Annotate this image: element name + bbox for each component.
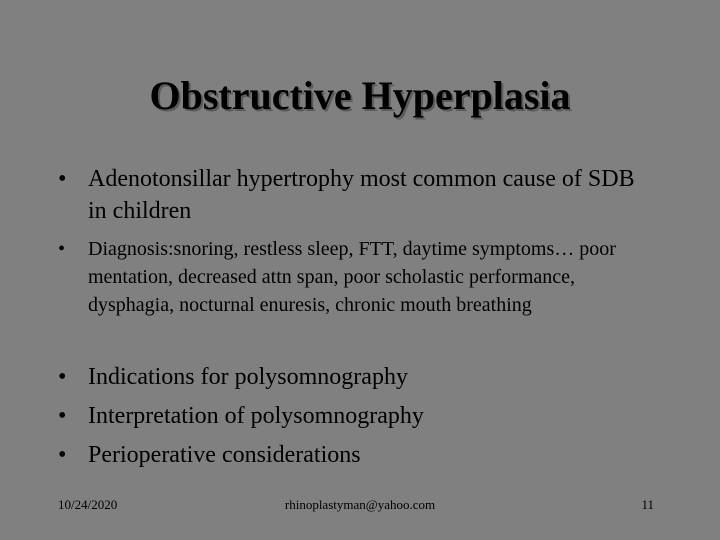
bullet-item	[58, 397, 658, 436]
bullet-dot-icon: •	[58, 364, 67, 390]
footer-date: 10/24/2020	[58, 497, 118, 512]
bullet-text: Interpretation of polysomnography	[88, 403, 424, 429]
bullet-list-diagnosis	[58, 235, 658, 319]
bullet-dot-icon: •	[58, 166, 67, 192]
bullet-list-main	[58, 163, 658, 227]
slide-title: Obstructive Hyperplasia	[149, 73, 571, 118]
bullet-text: Diagnosis:snoring, restless sleep, FTT, daytime symptoms… poor mentation, decreased attn span, poor scholastic performance, dysphagia, nocturnal enuresis, chronic mouth breathing	[88, 238, 616, 316]
bullet-item	[58, 358, 658, 397]
bullet-dot-icon: •	[58, 442, 67, 468]
bullet-list-topics	[58, 358, 658, 475]
bullet-dot-icon: •	[58, 238, 66, 260]
footer-email: rhinoplastyman@yahoo.com	[284, 497, 436, 512]
footer-page-number: 11	[641, 497, 654, 512]
bullet-item	[58, 163, 658, 227]
bullet-text: Perioperative considerations	[88, 442, 361, 468]
bullet-item	[58, 235, 658, 319]
bullet-text: Indications for polysomnography	[88, 364, 408, 390]
bullet-text: Adenotonsillar hypertrophy most common cause of SDB in children	[88, 166, 635, 224]
bullet-item	[58, 436, 658, 475]
bullet-dot-icon: •	[58, 403, 67, 429]
